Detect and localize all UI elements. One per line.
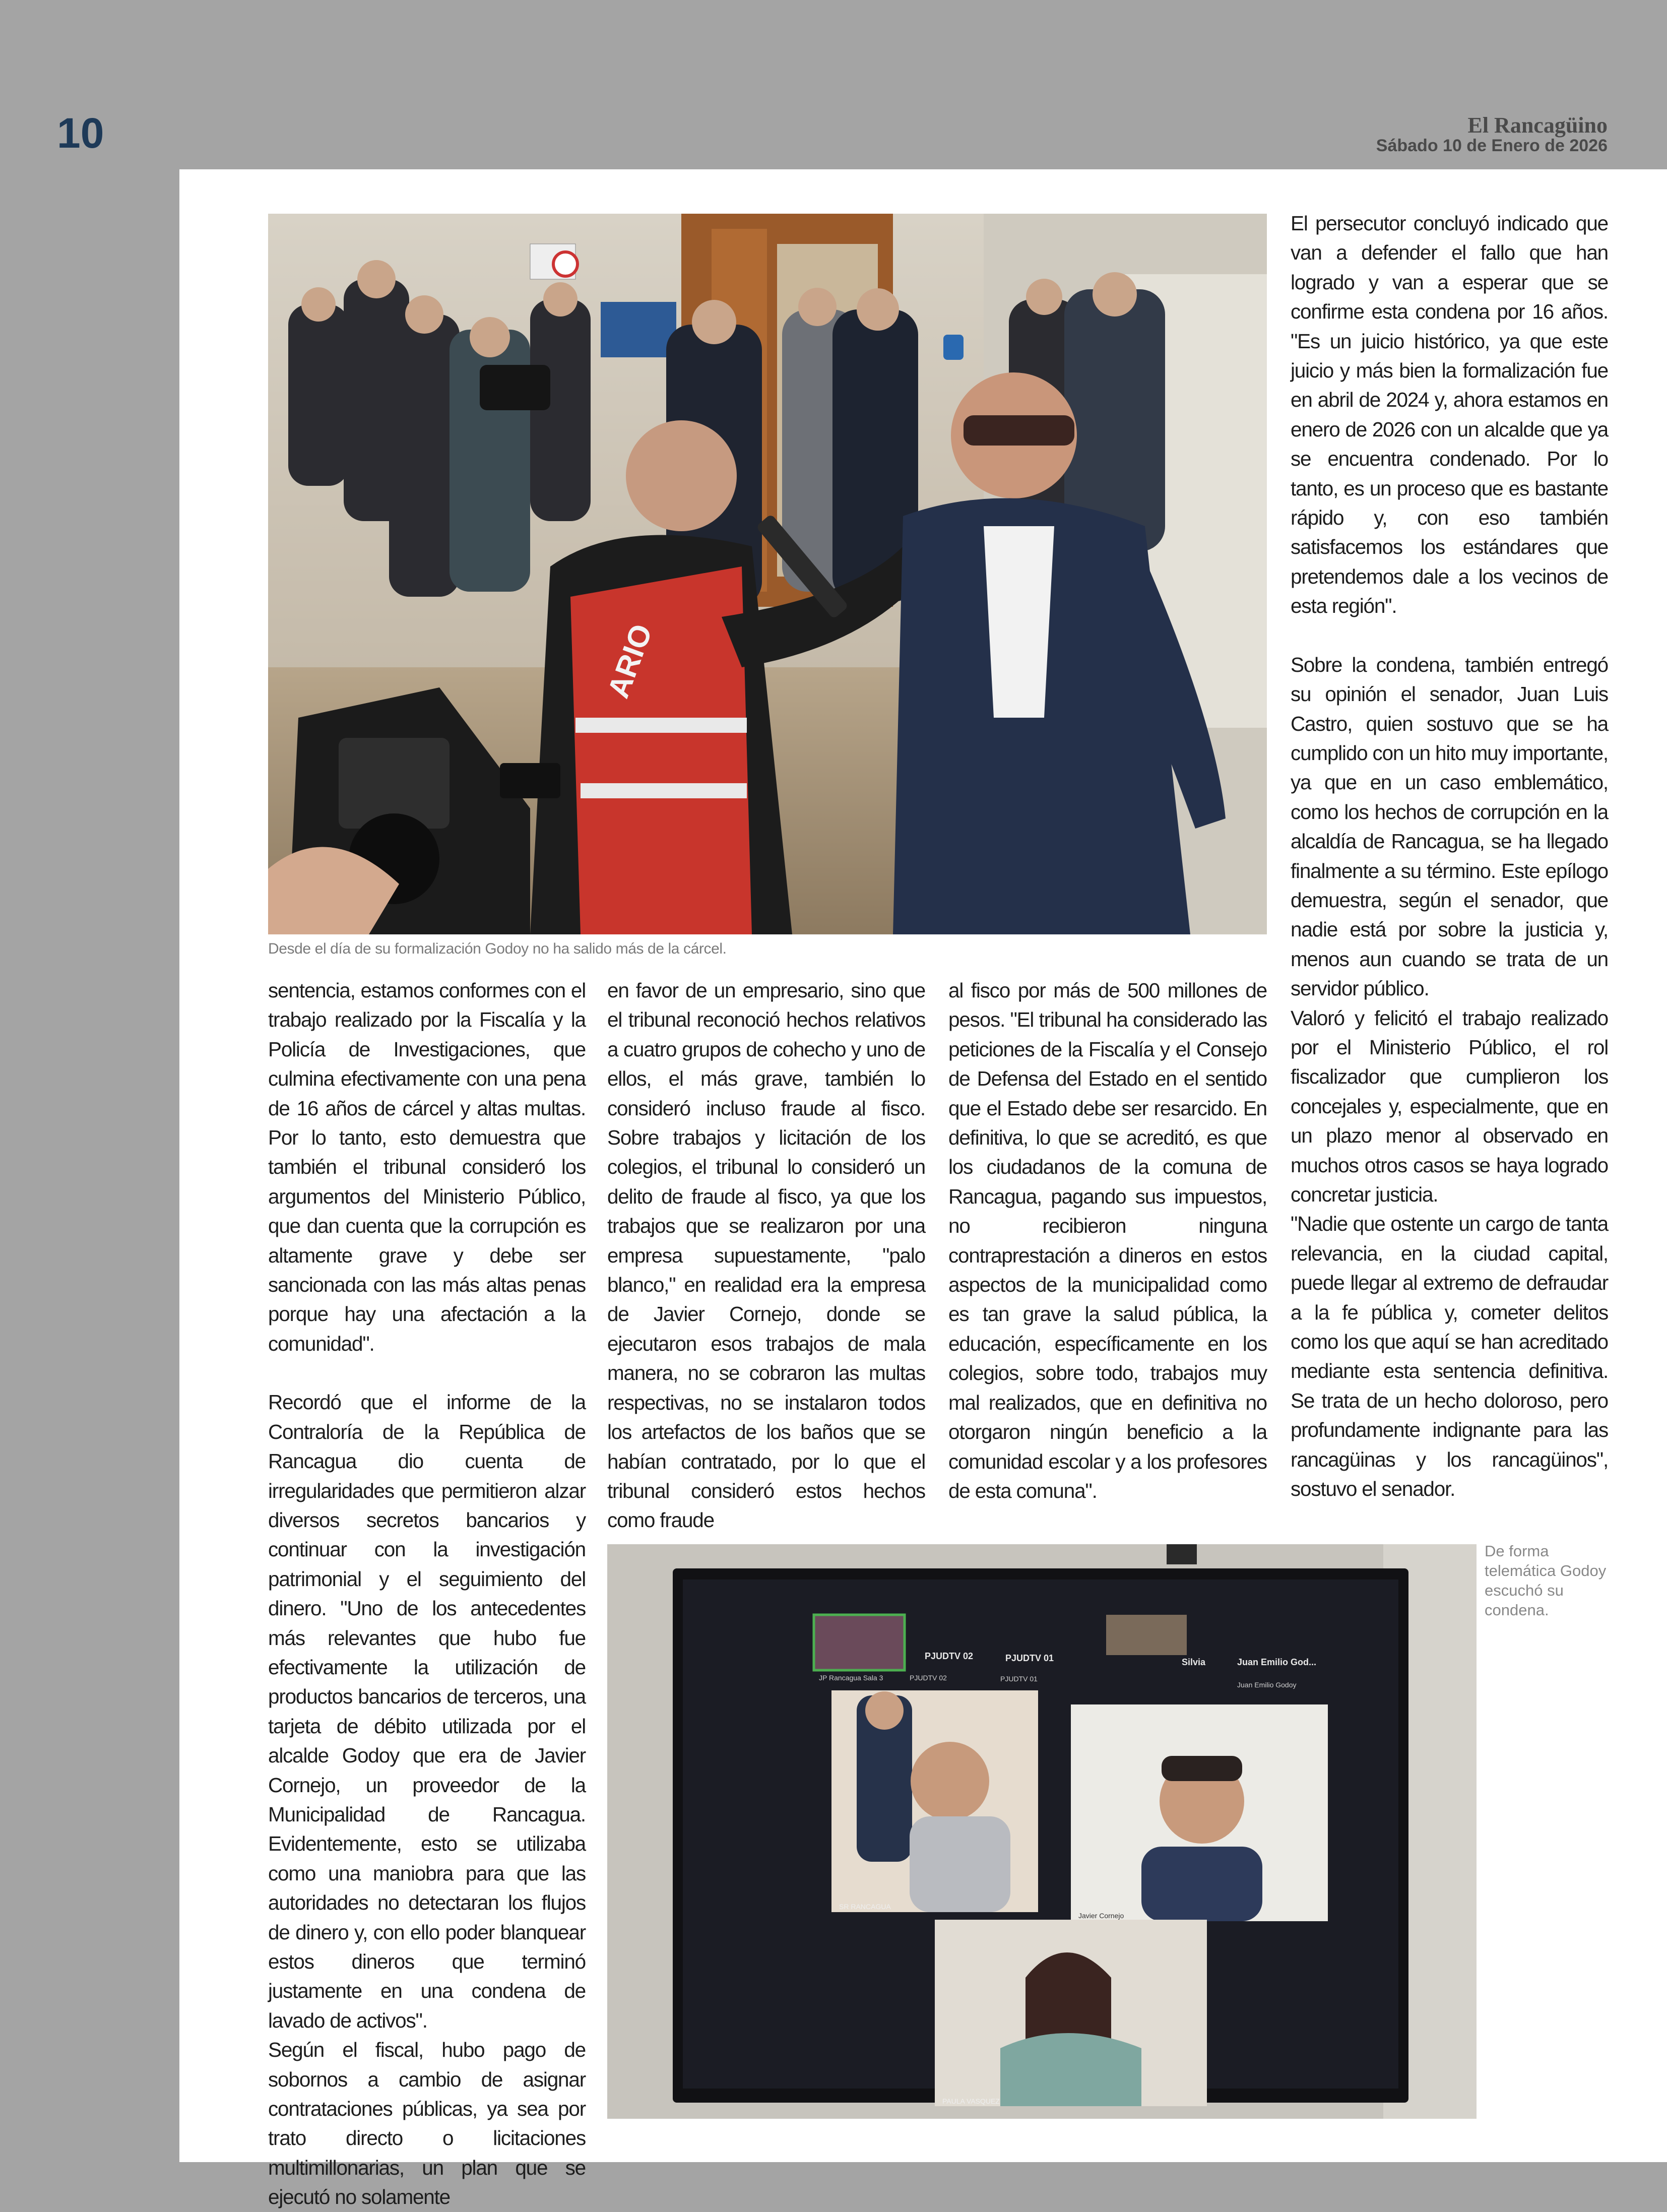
paragraph: "Nadie que ostente un cargo de tanta relevancia, en la ciudad capital, puede llegar al extremo de defraudar a la fe pública y, cometer delitos como los que aquí se han acreditado mediante esta sentencia definitiva. Se trata de un hecho doloroso, pero profundamente indignante para las rancagüinas y los rancagüinos", sostuvo el senador.: [1291, 1212, 1608, 1501]
paragraph: Sobre la condena, también entregó su opinión el senador, Juan Luis Castro, quien sostuvo que se ha cumplido con un hito muy importante, ya que en un caso emblemático, como los hechos de corrupción en la alcaldía de Rancagua, se ha llegado finalmente a su término. Este epílogo demuestra, según el senador, que nadie está por sobre la justicia y, menos aun cuando se trata de un servidor público.: [1291, 653, 1608, 1000]
bottom-photo-caption: De forma telemática Godoy escuchó su condena.: [1485, 1542, 1607, 1619]
screen-label: Silvia: [1182, 1657, 1206, 1667]
article-column-2: [607, 976, 925, 1535]
paragraph: en favor de un empresario, sino que el tribunal reconoció hechos relativos a cuatro grupos de cohecho y uno de ellos, el más grave, también lo consideró incluso fraude al fisco. Sobre trabajos y licitación de los colegios, el tribunal lo consideró un delito de fraude al fisco, ya que los trabajos que se realizaron por una empresa supuestamente, "palo blanco," en realidad era la empresa de Javier Cornejo, donde se ejecutaron esos trabajos de mala manera, no se cobraron las multas respectivas, no se instalaron todos los artefactos de los baños que se habían contratado, por lo que el tribunal consideró estos hechos como fraude: [607, 979, 925, 1532]
publication-date: Sábado 10 de Enero de 2026: [1376, 136, 1608, 156]
paragraph: al fisco por más de 500 millones de pesos. "El tribunal ha considerado las peticiones de la Fiscalía y el Consejo de Defensa del Estado en el sentido que el Estado debe ser resarcido. En definitiva, lo que se acreditó, es que los ciudadanos de la comuna de Rancagua, pagando sus impuestos, no recibieron ninguna contraprestación a dineros en estos aspectos de la municipalidad como es tan grave la salud pública, la educación, específicamente en los colegios, sobre todo, trabajos muy mal realizados, que en definitiva no otorgaron ningún beneficio a la comunidad escolar y a los profesores de esta comuna".: [948, 979, 1267, 1502]
article-column-1: [268, 976, 586, 2212]
screen-label: PJUDTV 01: [1000, 1675, 1038, 1683]
paragraph: Según el fiscal, hubo pago de sobornos a cambio de asignar contrataciones públicas, ya sea por trato directo o licitaciones multimillonarias, un plan que se ejecutó no solamente: [268, 2038, 586, 2209]
publication-name: El Rancagüino: [1467, 113, 1608, 138]
screen-label: Juan Emilio God...: [1237, 1657, 1317, 1667]
screen-label: PJUDTV 02: [910, 1674, 947, 1682]
page-number: 10: [57, 109, 104, 157]
screen-label: Javier Cornejo: [1078, 1912, 1124, 1920]
screen-label: SR RANCAGUA: [839, 1903, 891, 1911]
screen-label: PAULA VASQUEZ: [942, 2097, 1000, 2105]
masthead: [1376, 114, 1608, 155]
top-photo-caption: Desde el día de su formalización Godoy no ha salido más de la cárcel.: [268, 940, 727, 957]
paragraph: El persecutor concluyó indicado que van a defender el fallo que han logrado y van a esperar que se confirme esta condena por 16 años. "Es un juicio histórico, ya que este juicio y más bien la formalización fue en abril de 2024 y, ahora estamos en enero de 2026 con un alcalde que ya se encuentra condenado. Por lo tanto, es un proceso que es bastante rápido y, con eso también satisfacemos los estándares que pretendemos dale a los vecinos de esta región".: [1291, 212, 1608, 618]
screen-label: PJUDTV 01: [1005, 1653, 1054, 1663]
vest-text: ARIO: [601, 619, 659, 703]
screen-label: Juan Emilio Godoy: [1237, 1681, 1297, 1689]
paragraph: Recordó que el informe de la Contraloría de la República de Rancagua dio cuenta de irregularidades que permitieron alzar diversos secretos bancarios y continuar con la investigación patrimonial y el seguimiento del dinero. "Uno de los antecedentes más relevantes que hubo fue efectivamente la utilización de productos bancarios de terceros, una tarjeta de débito utilizada por el alcalde Godoy que era de Javier Cornejo, un proveedor de la Municipalidad de Rancagua. Evidentemente, esto se utilizaba como una maniobra para que las autoridades no detectaran los flujos de dinero y, con ello poder blanquear estos dineros que terminó justamente en una condena de lavado de activos".: [268, 1391, 586, 2032]
paragraph: sentencia, estamos conformes con el trabajo realizado por la Fiscalía y la Policía de Investigaciones, que culmina efectivamente con una pena de 16 años de cárcel y altas multas. Por lo tanto, esto demuestra que también el tribunal consideró los argumentos del Ministerio Público, que dan cuenta que la corrupción es altamente grave y debe ser sancionada con las más altas penas porque hay una afectación a la comunidad".: [268, 979, 586, 1355]
article-column-4: [1291, 209, 1608, 1503]
screen-label: JP Rancagua Sala 3: [819, 1674, 883, 1682]
article-column-3: [948, 976, 1267, 1505]
paragraph: Valoró y felicitó el trabajo realizado por el Ministerio Público, el rol fiscalizador que cumplieron los concejales y, especialmente, que en un plazo menor al observado en muchos otros casos se haya logrado concretar justicia.: [1291, 1006, 1608, 1206]
bottom-photo: [607, 1544, 1477, 2119]
security-check-illustration: [268, 214, 1267, 934]
screen-label: PJUDTV 02: [925, 1651, 974, 1661]
top-photo: [268, 214, 1267, 934]
videoconference-illustration: [607, 1544, 1477, 2119]
